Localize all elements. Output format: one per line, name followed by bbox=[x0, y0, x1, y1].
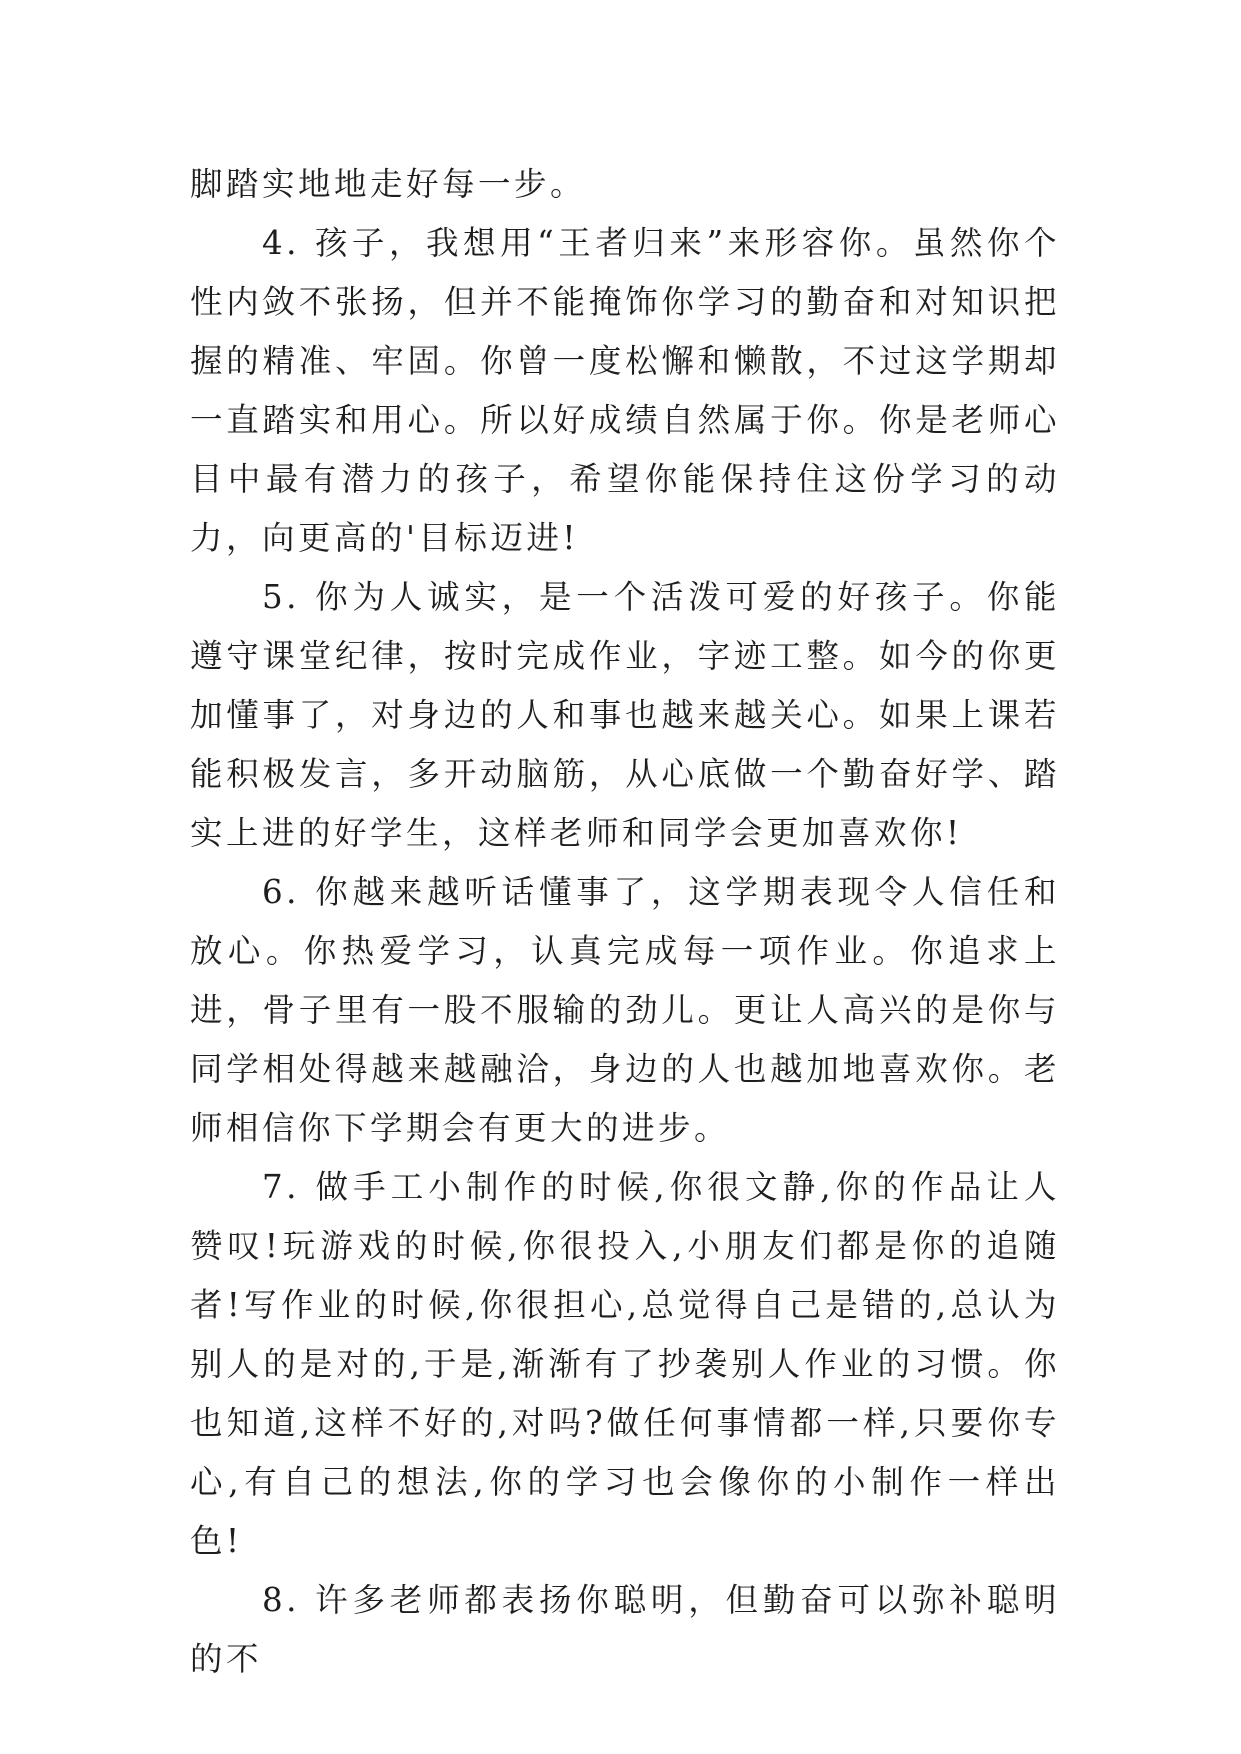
paragraph-comment-7: 7. 做手工小制作的时候,你很文静,你的作品让人赞叹!玩游戏的时候,你很投入,小朋友们都是你的追随者!写作业的时候,你很担心,总觉得自己是错的,总认为别人的是对的,于是,渐渐有了抄袭别人作业的习惯。你也知道,这样不好的,对吗?做任何事情都一样,只要你专心,有自己的想法,你的学习也会像你的小制作一样出色! bbox=[190, 1168, 1060, 1560]
paragraph-continuation: 脚踏实地地走好每一步。 bbox=[190, 165, 587, 203]
paragraph-comment-5: 5. 你为人诚实，是一个活泼可爱的好孩子。你能遵守课堂纪律，按时完成作业，字迹工整。如今的你更加懂事了，对身边的人和事也越来越关心。如果上课若能积极发言，多开动脑筋，从心底做一个勤奋好学、踏实上进的好学生，这样老师和同学会更加喜欢你! bbox=[190, 578, 1060, 852]
paragraph-comment-8: 8. 许多老师都表扬你聪明，但勤奋可以弥补聪明的不 bbox=[190, 1581, 1060, 1678]
paragraph-comment-6: 6. 你越来越听话懂事了，这学期表现令人信任和放心。你热爱学习，认真完成每一项作业。你追求上进，骨子里有一股不服输的劲儿。更让人高兴的是你与同学相处得越来越融洽，身边的人也越加地喜欢你。老师相信你下学期会有更大的进步。 bbox=[190, 873, 1060, 1147]
paragraph-comment-4: 4. 孩子，我想用“王者归来”来形容你。虽然你个性内敛不张扬，但并不能掩饰你学习的勤奋和对知识把握的精准、牢固。你曾一度松懈和懒散，不过这学期却一直踏实和用心。所以好成绩自然属于你。你是老师心目中最有潜力的孩子，希望你能保持住这份学习的动力，向更高的'目标迈进! bbox=[190, 224, 1060, 557]
document-body bbox=[190, 155, 1060, 1689]
